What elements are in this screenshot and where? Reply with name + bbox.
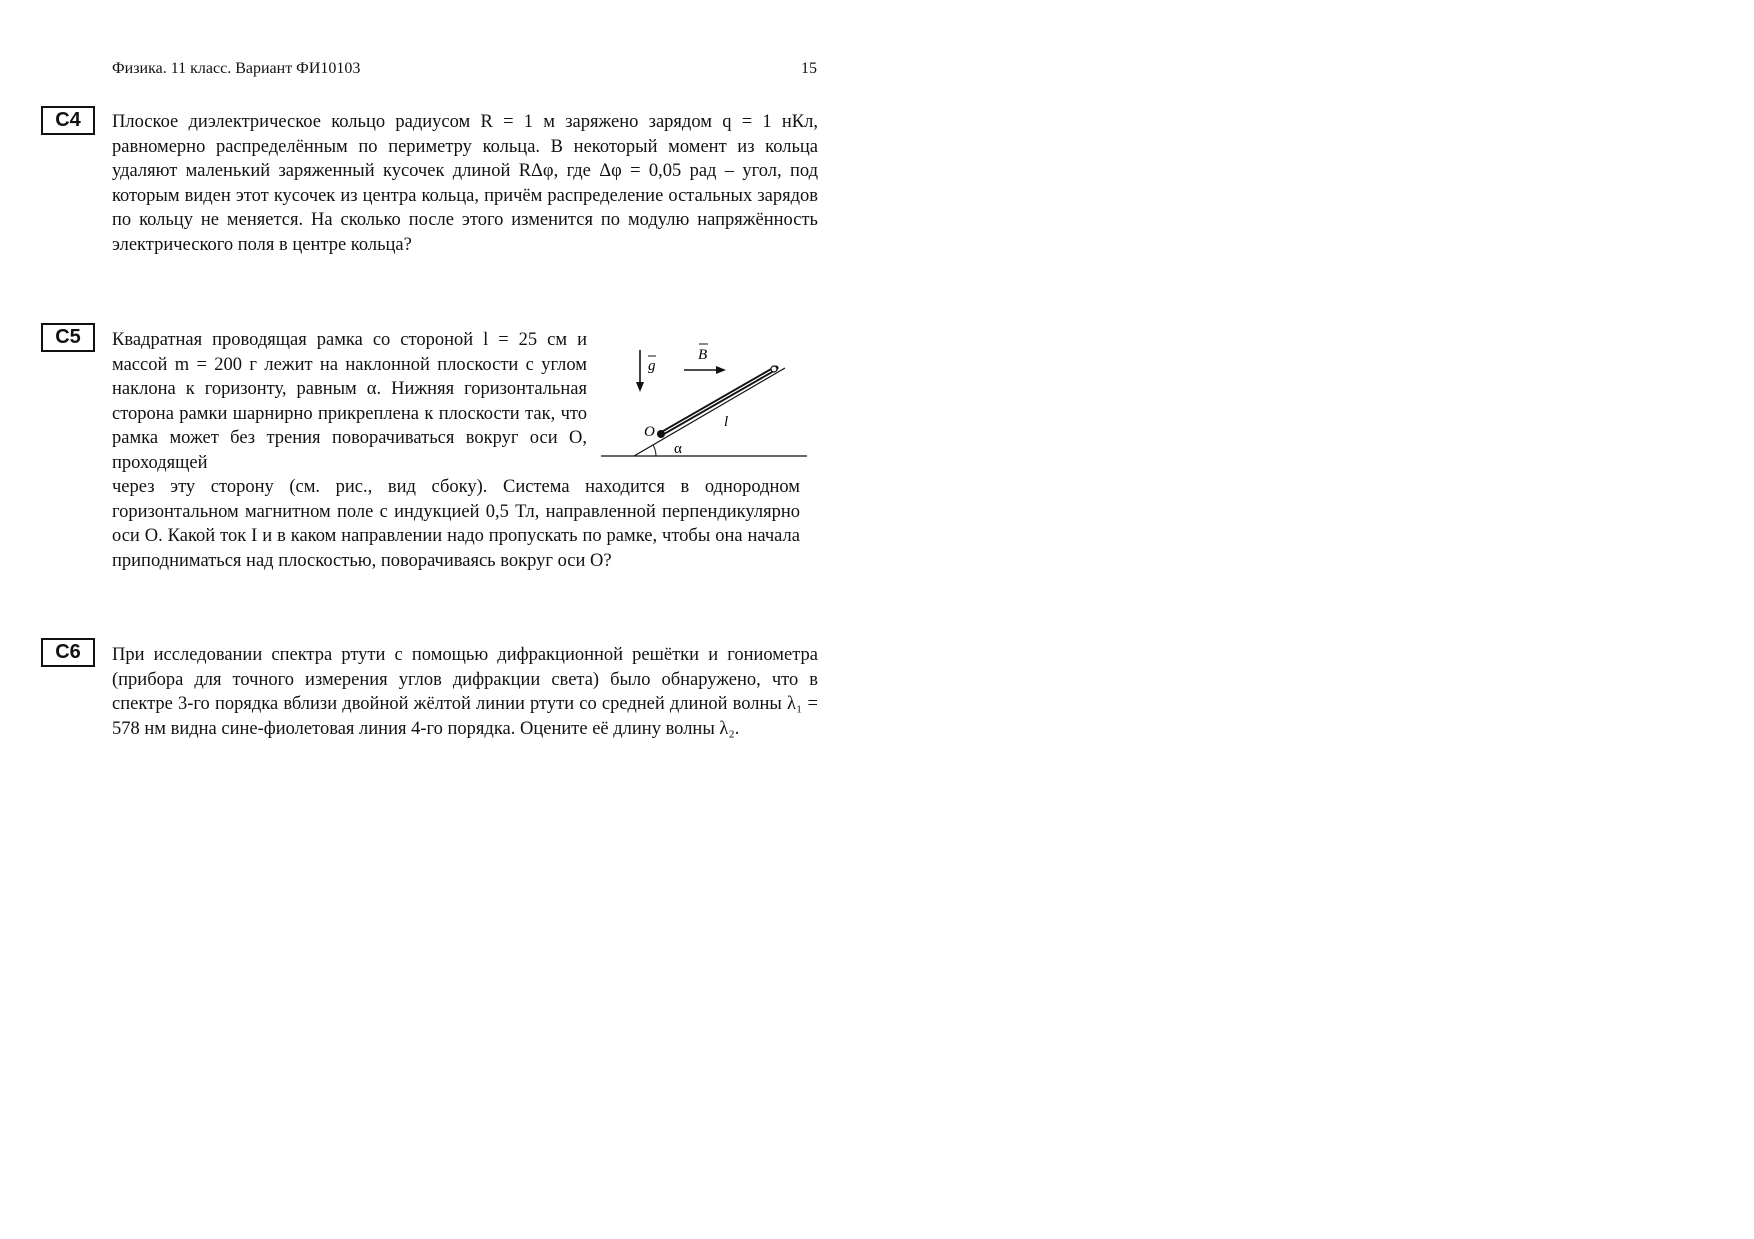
page-header <box>112 60 817 78</box>
problem-number-c5: C5 <box>41 323 95 352</box>
label-O: O <box>644 424 655 440</box>
problem-text-c6: При исследовании спектра ртути с помощью дифракционной решётки и гониометра (прибора для точного измерения углов дифракции света) было обнаружено, что в спектре 3-го порядка вблизи двойной жёлтой линии ртути со средней длиной волны λ₁ = 578 нм видна сине-фиолетовая линия 4-го порядка. Оцените её длину волны λ₂. <box>112 645 818 739</box>
problem-number-c4: C4 <box>41 106 95 135</box>
page-number: 15 <box>801 60 817 77</box>
inclined-frame-figure <box>598 336 810 461</box>
magnetic-field-arrow-icon <box>684 366 726 374</box>
problem-text-c4: Плоское диэлектрическое кольцо радиусом R = 1 м заряжено зарядом q = 1 нКл, равномерно распределённым по периметру кольца. В некоторый момент из кольца удаляют маленький заряженный кусочек длиной RΔφ, где Δφ = 0,05 рад – угол, под которым виден этот кусочек из центра кольца, причём распределение остальных зарядов по кольцу не меняется. На сколько после этого изменится по модулю напряжённость электрического поля в центре кольца? <box>112 112 818 255</box>
gravity-arrow-icon <box>636 350 644 392</box>
label-B: B <box>698 347 708 363</box>
inclined-plane <box>634 368 785 456</box>
label-alpha: α <box>674 441 682 457</box>
problem-text-c5-part1: Квадратная проводящая рамка со стороной l = 25 см и массой m = 200 г лежит на наклонной плоскости с углом наклона к горизонту, равным α. Нижняя горизонтальная сторона рамки шарнирно прикреплена к плоскости так, что рамка может без трения поворачиваться вокруг оси O, проходящей <box>112 330 587 473</box>
label-g: g <box>648 358 656 374</box>
page-header-title: Физика. 11 класс. Вариант ФИ10103 <box>112 60 361 77</box>
angle-arc <box>653 445 656 456</box>
label-l: l <box>724 414 729 430</box>
problem-number-c6: C6 <box>41 638 95 667</box>
hinge-axis-point <box>657 430 665 438</box>
problem-text-c5-part2: через эту сторону (см. рис., вид сбоку). Система находится в однородном горизонтальном магнитном поле с индукцией 0,5 Тл, направленной перпендикулярно оси O. Какой ток I и в каком направлении надо пропускать по рамке, чтобы она начала приподниматься над плоскостью, поворачиваясь вокруг оси O? <box>112 477 800 571</box>
